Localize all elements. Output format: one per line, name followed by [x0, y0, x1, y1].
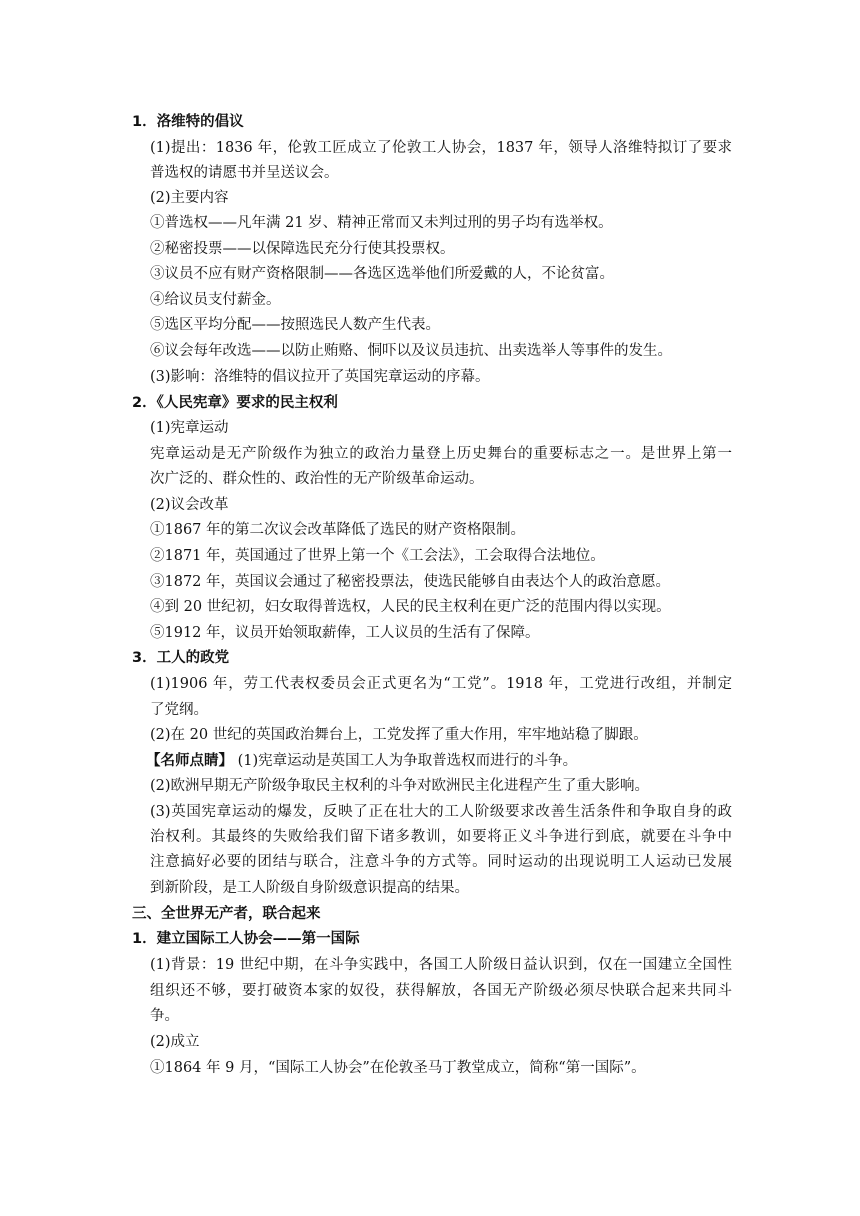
- list-item: ③议员不应有财产资格限制——各选区选举他们所爱戴的人，不论贫富。: [150, 266, 614, 282]
- section-heading: 3．工人的政党: [132, 650, 230, 666]
- tip-label: 【名师点睛】: [146, 753, 233, 769]
- list-item: ②1871 年，英国通过了世界上第一个《工会法》，工会取得合法地位。: [150, 548, 605, 564]
- tip-line: 到新阶段，是工人阶级自身阶级意识提高的结果。: [150, 880, 469, 896]
- paragraph-line: 次广泛的、群众性的、政治性的无产阶级革命运动。: [150, 471, 484, 487]
- paragraph-line: 普选权的请愿书并呈送议会。: [150, 165, 339, 181]
- paragraph-line: (1)背景：19 世纪中期，在斗争实践中，各国工人阶级日益认识到，仅在一国建立全国性: [150, 957, 732, 973]
- list-item: ⑤选区平均分配——按照选民人数产生代表。: [150, 317, 440, 333]
- paragraph-line: (1)提出：1836 年，伦敦工匠成立了伦敦工人协会，1837 年，领导人洛维特拟订了要求: [150, 140, 732, 156]
- paragraph-line: (2)议会改革: [150, 497, 229, 513]
- tip-text: (1)宪章运动是英国工人为争取普选权而进行的斗争。: [233, 753, 578, 769]
- paragraph-line: (3)影响：洛维特的倡议拉开了英国宪章运动的序幕。: [150, 369, 490, 385]
- paragraph-line: 争。: [150, 1008, 179, 1024]
- tip-line: (2)欧洲早期无产阶级争取民主权利的斗争对欧洲民主化进程产生了重大影响。: [150, 778, 650, 794]
- list-item: ④到 20 世纪初，妇女取得普选权，人民的民主权利在更广泛的范围内得以实现。: [150, 599, 671, 615]
- paragraph-line: (1)宪章运动: [150, 420, 229, 436]
- tip-line: (3)英国宪章运动的爆发，反映了正在壮大的工人阶级要求改善生活条件和争取自身的政: [150, 804, 732, 820]
- tip-line: 治权利。其最终的失败给我们留下诸多教训，如要将正义斗争进行到底，就要在斗争中: [150, 829, 732, 845]
- section-heading: 2．《人民宪章》要求的民主权利: [132, 395, 338, 411]
- list-item: ⑤1912 年，议员开始领取薪俸，工人议员的生活有了保障。: [150, 625, 540, 641]
- paragraph-line: (2)在 20 世纪的英国政治舞台上，工党发挥了重大作用，牢牢地站稳了脚跟。: [150, 727, 648, 743]
- list-item: ⑥议会每年改选——以防止贿赂、恫吓以及议员违抗、出卖选举人等事件的发生。: [150, 343, 672, 359]
- list-item: ③1872 年，英国议会通过了秘密投票法，使选民能够自由表达个人的政治意愿。: [150, 574, 671, 590]
- section-heading: 1．建立国际工人协会——第一国际: [132, 931, 360, 947]
- list-item: ①1867 年的第二次议会改革降低了选民的财产资格限制。: [150, 522, 526, 538]
- tip-line: 注意搞好必要的团结与联合，注意斗争的方式等。同时运动的出现说明工人运动已发展: [150, 854, 732, 870]
- list-item: ①普选权——凡年满 21 岁、精神正常而又未判过刑的男子均有选举权。: [150, 215, 613, 231]
- section-heading: 1．洛维特的倡议: [132, 114, 244, 130]
- paragraph-line: 了党纲。: [150, 702, 208, 718]
- list-item: ②秘密投票——以保障选民充分行使其投票权。: [150, 241, 455, 257]
- paragraph-line: (2)主要内容: [150, 190, 229, 206]
- list-item: ①1864 年 9 月，“国际工人协会”在伦敦圣马丁教堂成立，简称“第一国际”。: [150, 1060, 646, 1076]
- list-item: ④给议员支付薪金。: [150, 292, 281, 308]
- part-heading: 三、全世界无产者，联合起来: [132, 906, 321, 922]
- tip-line: [146, 751, 577, 771]
- paragraph-line: 宪章运动是无产阶级作为独立的政治力量登上历史舞台的重要标志之一。是世界上第一: [150, 446, 732, 462]
- paragraph-line: (1)1906 年，劳工代表权委员会正式更名为“工党”。1918 年，工党进行改组，并制定: [150, 676, 732, 692]
- paragraph-line: (2)成立: [150, 1034, 200, 1050]
- paragraph-line: 组织还不够，要打破资本家的奴役，获得解放，各国无产阶级必须尽快联合起来共同斗: [150, 983, 732, 999]
